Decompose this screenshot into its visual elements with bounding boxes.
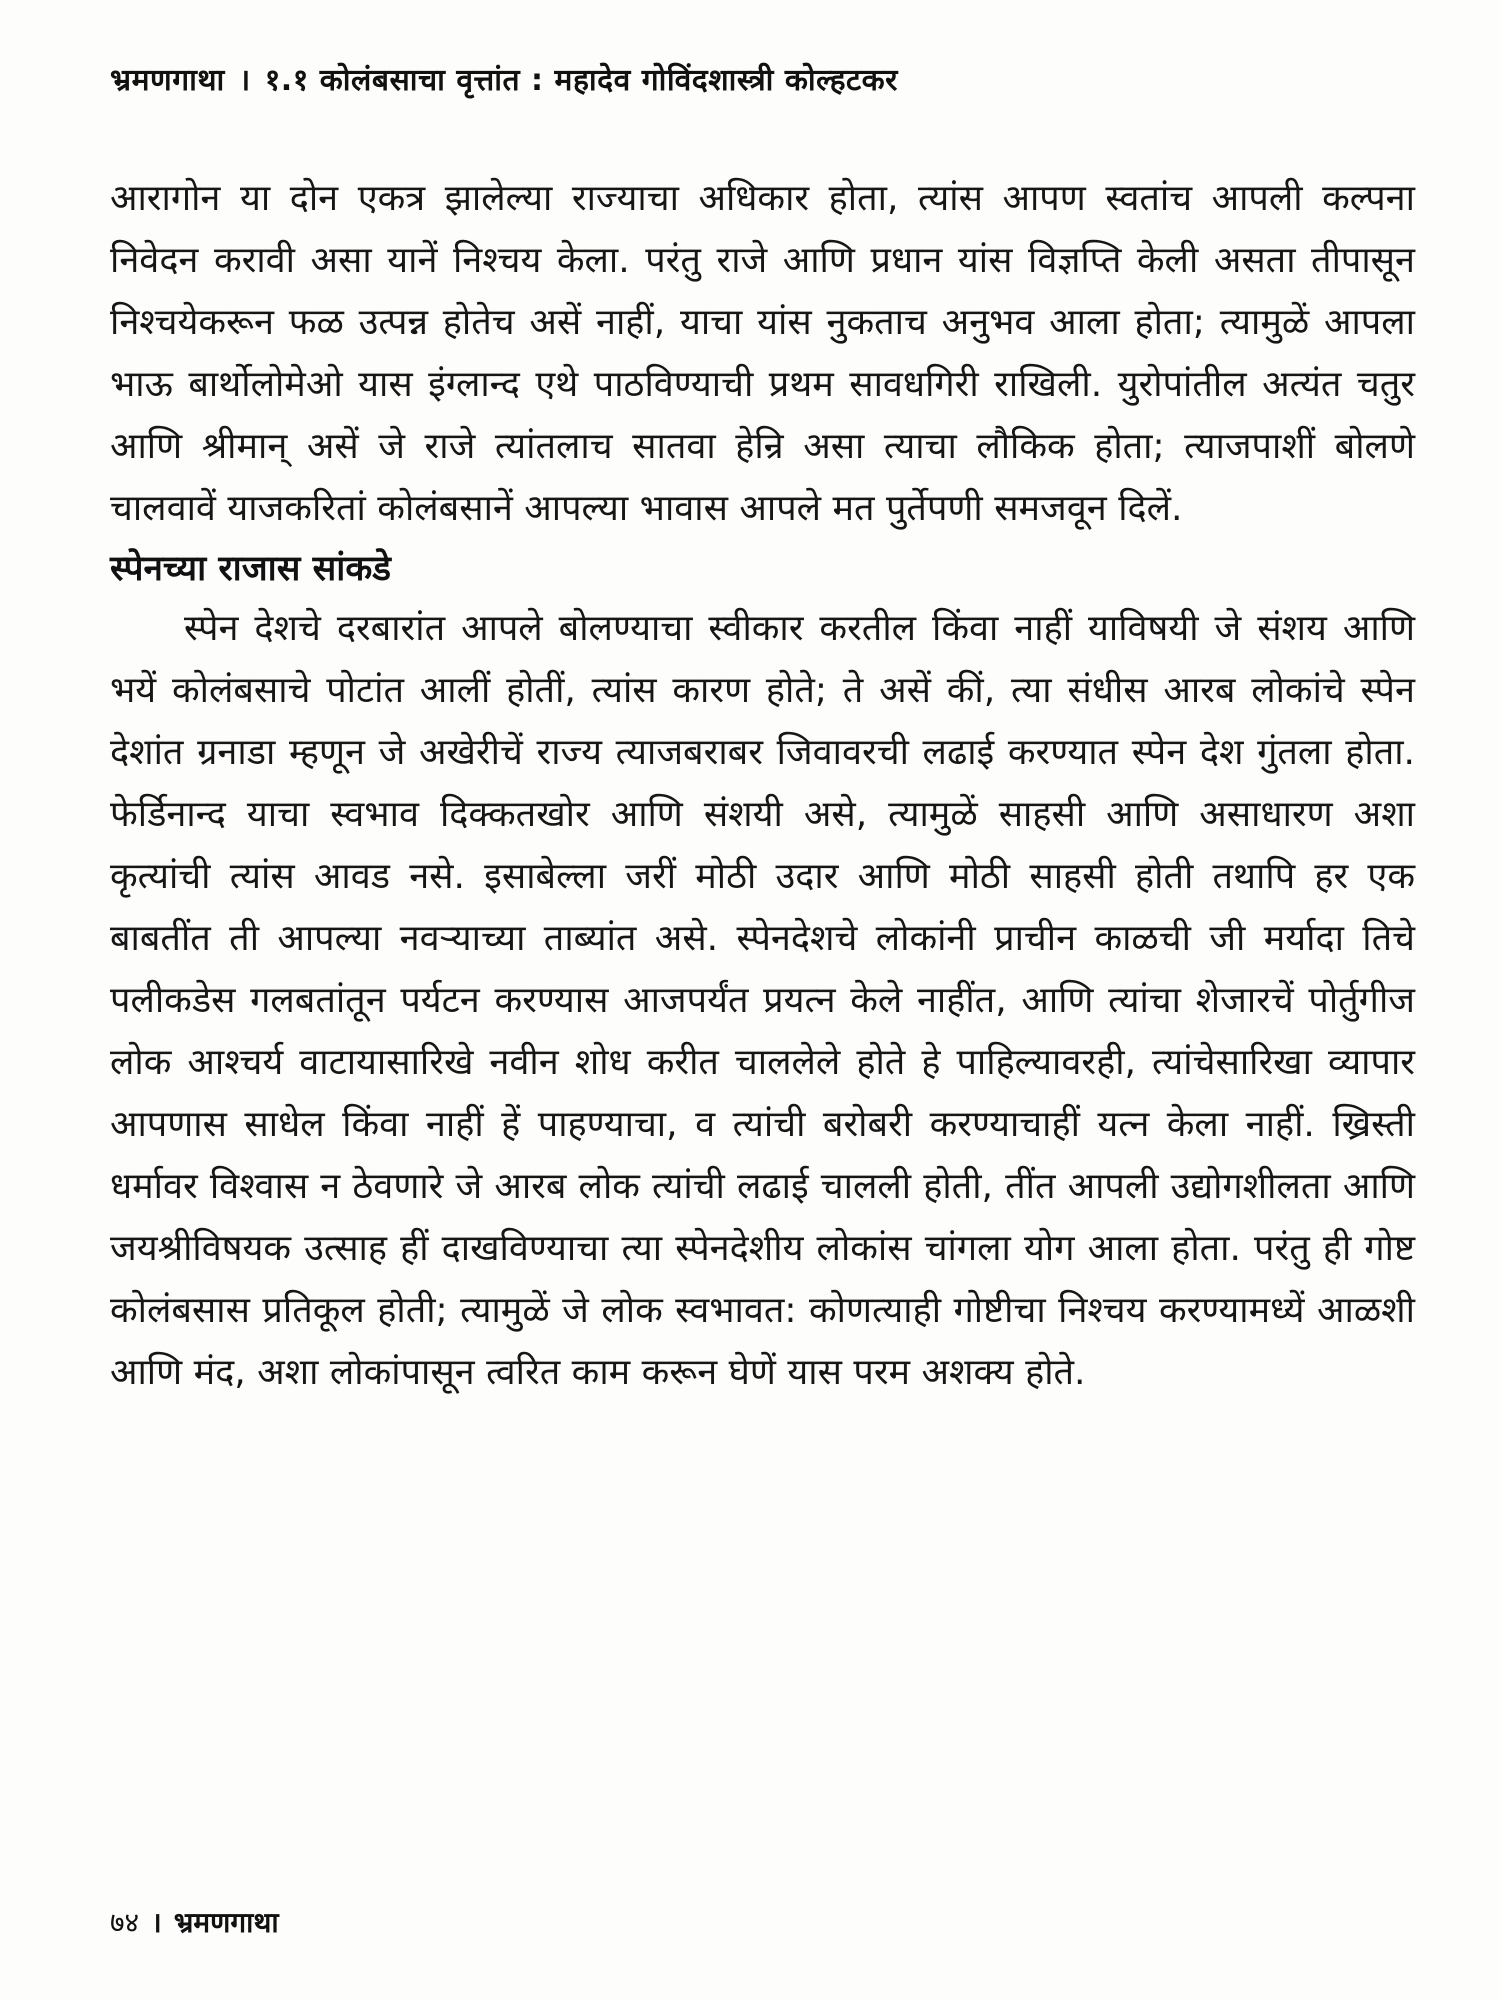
footer-book-title: भ्रमणगाथा (173, 1906, 279, 1939)
header-separator: । (238, 63, 251, 98)
page-number: ७४ (110, 1906, 140, 1939)
paragraph-continued: आरागोन या दोन एकत्र झालेल्या राज्याचा अधिकार होता, त्यांस आपण स्वतांच आपली कल्पना निवेदन करावी असा यानें निश्चय केला. परंतु राजे आणि प्रधान यांस विज्ञप्ति केली असता तीपासून निश्चयेकरून फळ उत्पन्न होतेच असें नाहीं, याचा यांस नुकताच अनुभव आला होता; त्यामुळें आपला भाऊ बार्थोलोमेओ यास इंग्लान्द एथे पाठविण्याची प्रथम सावधगिरी राखिली. युरोपांतील अत्यंत चतुर आणि श्रीमान् असें जे राजे त्यांतलाच सातवा हेन्रि असा त्याचा लौकिक होता; त्याजपाशीं बोलणे चालवावें याजकरितां कोलंबसानें आपल्या भावास आपले मत पुर्तेपणी समजवून दिलें. (110, 178, 1415, 529)
body-text (110, 168, 1415, 1404)
footer-separator: । (151, 1906, 162, 1939)
running-header (110, 58, 1410, 99)
paragraph-spain-court: स्पेन देशचे दरबारांत आपले बोलण्याचा स्वीकार करतील किंवा नाहीं याविषयी जे संशय आणि भयें कोलंबसाचे पोटांत आलीं होतीं, त्यांस कारण होते; ते असें कीं, त्या संधीस आरब लोकांचे स्पेन देशांत ग्रनाडा म्हणून जे अखेरीचें राज्य त्याजबराबर जिवावरची लढाई करण्यात स्पेन देश गुंतला होता. फेर्डिनान्द याचा स्वभाव दिक्कतखोर आणि संशयी असे, त्यामुळें साहसी आणि असाधारण अशा कृत्यांची त्यांस आवड नसे. इसाबेल्ला जरीं मोठी उदार आणि मोठी साहसी होती तथापि हर एक बाबतींत ती आपल्या नवऱ्याच्या ताब्यांत असे. स्पेनदेशचे लोकांनी प्राचीन काळची जी मर्यादा तिचे पलीकडेस गलबतांतून पर्यटन करण्यास आजपर्यंत प्रयत्न केले नाहींत, आणि त्यांचा शेजारचें पोर्तुगीज लोक आश्चर्य वाटायासारिखे नवीन शोध करीत चाललेले होते हे पाहिल्यावरही, त्यांचेसारिखा व्यापार आपणास साधेल किंवा नाहीं हें पाहण्याचा, व त्यांची बरोबरी करण्याचाहीं यत्न केला नाहीं. ख्रिस्ती धर्मावर विश्वास न ठेवणारे जे आरब लोक त्यांची लढाई चालली होती, तींत आपली उद्योगशीलता आणि जयश्रीविषयक उत्साह हीं दाखविण्याचा त्या स्पेनदेशीय लोकांस चांगला योग आला होता. परंतु ही गोष्ट कोलंबसास प्रतिकूल होती; त्यामुळें जे लोक स्वभावत: कोणत्याही गोष्टीचा निश्चय करण्यामध्यें आळशी आणि मंद, अशा लोकांपासून त्वरित काम करून घेणें यास परम अशक्य होते. (110, 608, 1415, 1393)
header-book-title: भ्रमणगाथा (110, 63, 225, 98)
section-heading: स्पेनच्या राजास सांकडे (110, 549, 391, 589)
header-chapter-title: १.१ कोलंबसाचा वृत्तांत : महादेव गोविंदशास्त्री कोल्हटकर (264, 63, 898, 98)
page-footer (110, 1903, 279, 1941)
